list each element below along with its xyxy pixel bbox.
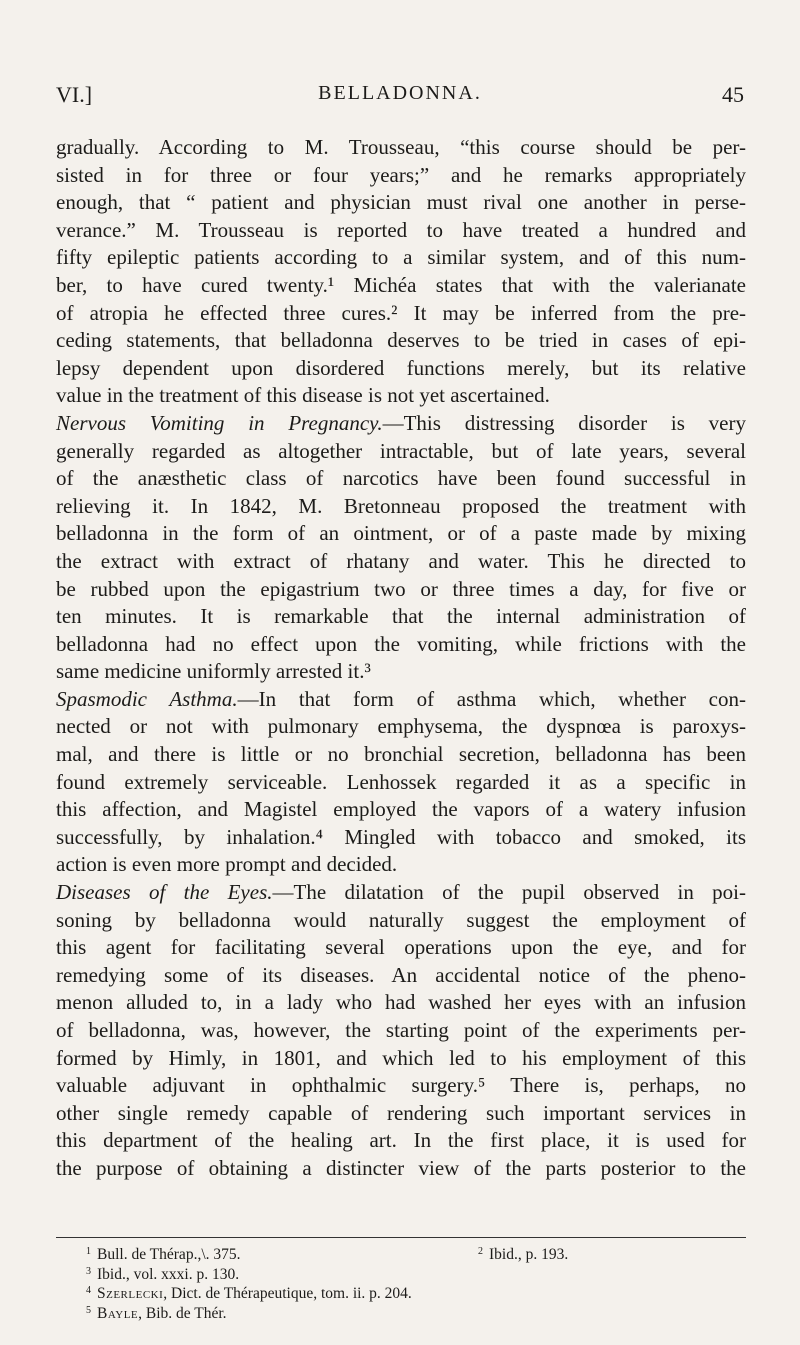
chapter-number: VI.] <box>56 82 93 107</box>
text-line: mal, and there is little or no bronchial secretion, belladonna has been <box>56 742 746 767</box>
text-line <box>56 879 746 907</box>
footnote-text: , Bib. de Thér. <box>138 1304 227 1322</box>
footnote-5 <box>86 1304 706 1324</box>
section-heading-spasmodic-asthma: Spasmodic Asthma. <box>56 686 238 711</box>
text-line: menon alluded to, in a lady who had washed her eyes with an infusion <box>56 990 746 1015</box>
footnote-author: Bayle <box>97 1304 139 1322</box>
text-run: —This distressing disorder is very <box>382 410 746 435</box>
footnotes <box>86 1245 706 1323</box>
text-line: relieving it. In 1842, M. Bretonneau proposed the treatment with <box>56 493 746 518</box>
text-run: ber, to have cured twenty. <box>56 272 328 297</box>
page-number: 45 <box>722 82 744 107</box>
text-line <box>56 658 746 686</box>
text-line: generally regarded as altogether intractable, but of late years, several <box>56 438 746 463</box>
running-title: BELLADONNA. <box>318 82 482 104</box>
text-line: this agent for facilitating several operations upon the eye, and for <box>56 935 746 960</box>
footnote-4 <box>86 1284 706 1304</box>
footnote-ref: ³ <box>364 659 371 684</box>
footnote-number: 2 <box>478 1246 483 1257</box>
footnote-3 <box>86 1265 706 1285</box>
text-line: of belladonna, was, however, the starting point of the experiments per- <box>56 1018 746 1042</box>
text-line: verance.” M. Trousseau is reported to have treated a hundred and <box>56 217 746 242</box>
text-line: gradually. According to M. Trousseau, “this course should be per- <box>56 135 746 159</box>
text-run: —In that form of asthma which, whether con- <box>237 686 746 711</box>
footnote-divider <box>56 1237 746 1238</box>
footnote-number: 1 <box>86 1246 91 1257</box>
text-run: same medicine uniformly arrested it. <box>56 659 365 684</box>
text-line: ceding statements, that belladonna deserves to be tried in cases of epi- <box>56 328 746 353</box>
text-run: ¹ Michéa states that with the valerianate <box>327 272 746 297</box>
text-line: nected or not with pulmonary emphysema, the dyspnœa is paroxys- <box>56 714 746 739</box>
text-line: fifty epileptic patients according to a similar system, and of this num- <box>56 245 746 270</box>
text-line: the purpose of obtaining a distincter view of the parts posterior to the <box>56 1155 746 1180</box>
text-line: formed by Himly, in 1801, and which led to his employment of this <box>56 1045 746 1070</box>
text-line <box>56 686 746 714</box>
text-line <box>56 272 746 300</box>
section-heading-nervous-vomiting: Nervous Vomiting in Pregnancy. <box>56 410 383 435</box>
section-heading-diseases-of-eyes: Diseases of the Eyes. <box>56 880 273 905</box>
text-line: belladonna in the form of an ointment, or of a paste made by mixing <box>56 521 746 546</box>
footnote-row <box>86 1245 706 1265</box>
text-line: other single remedy capable of rendering such important services in <box>56 1100 746 1125</box>
footnote-number: 4 <box>86 1285 91 1296</box>
footnote-text: Ibid., vol. xxxi. p. 130. <box>97 1265 240 1283</box>
text-run: valuable adjuvant in ophthalmic surgery. <box>56 1073 479 1098</box>
footnote-text: Ibid., p. 193. <box>489 1246 569 1263</box>
text-line <box>56 410 746 438</box>
text-run: ⁵ There is, perhaps, no <box>478 1073 746 1098</box>
text-line: value in the treatment of this disease is not yet ascertained. <box>56 383 550 408</box>
text-line: of the anæsthetic class of narcotics have been found successful in <box>56 466 746 491</box>
text-run: of atropia he effected three cures. <box>56 300 392 325</box>
text-line <box>56 824 746 852</box>
footnote-1 <box>86 1246 241 1263</box>
text-line <box>56 300 746 328</box>
text-line: found extremely serviceable. Lenhossek regarded it as a specific in <box>56 769 746 794</box>
text-run: successfully, by inhalation. <box>56 824 316 849</box>
text-line: sisted in for three or four years;” and he remarks appropriately <box>56 162 746 187</box>
text-line: this affection, and Magistel employed the vapors of a watery infusion <box>56 797 746 822</box>
text-line <box>56 1072 746 1100</box>
footnote-text: Bull. de Thérap.,\. 375. <box>97 1246 241 1263</box>
text-line: lepsy dependent upon disordered functions merely, but its relative <box>56 355 746 380</box>
text-run: ⁴ Mingled with tobacco and smoked, its <box>315 824 746 849</box>
body-text <box>56 134 746 1183</box>
running-head <box>56 82 744 112</box>
footnote-number: 3 <box>86 1265 91 1277</box>
text-line: action is even more prompt and decided. <box>56 852 398 877</box>
footnote-number: 5 <box>86 1304 91 1316</box>
text-line: be rubbed upon the epigastrium two or three times a day, for five or <box>56 576 746 601</box>
text-run: ² It may be inferred from the pre- <box>391 300 747 325</box>
footnote-author: Szerlecki <box>97 1285 164 1302</box>
text-line: ten minutes. It is remarkable that the internal administration of <box>56 604 746 629</box>
footnote-2 <box>478 1245 568 1265</box>
text-line: belladonna had no effect upon the vomiting, while frictions with the <box>56 631 746 656</box>
text-line: this department of the healing art. In the first place, it is used for <box>56 1128 746 1153</box>
text-line: enough, that “ patient and physician must rival one another in perse- <box>56 190 746 215</box>
text-line: remedying some of its diseases. An accidental notice of the pheno- <box>56 962 746 987</box>
text-run: —The dilatation of the pupil observed in poi- <box>272 880 747 905</box>
footnote-text: , Dict. de Thérapeutique, tom. ii. p. 204. <box>163 1285 412 1302</box>
text-line: soning by belladonna would naturally suggest the employment of <box>56 907 746 932</box>
text-line: the extract with extract of rhatany and water. This he directed to <box>56 548 746 573</box>
